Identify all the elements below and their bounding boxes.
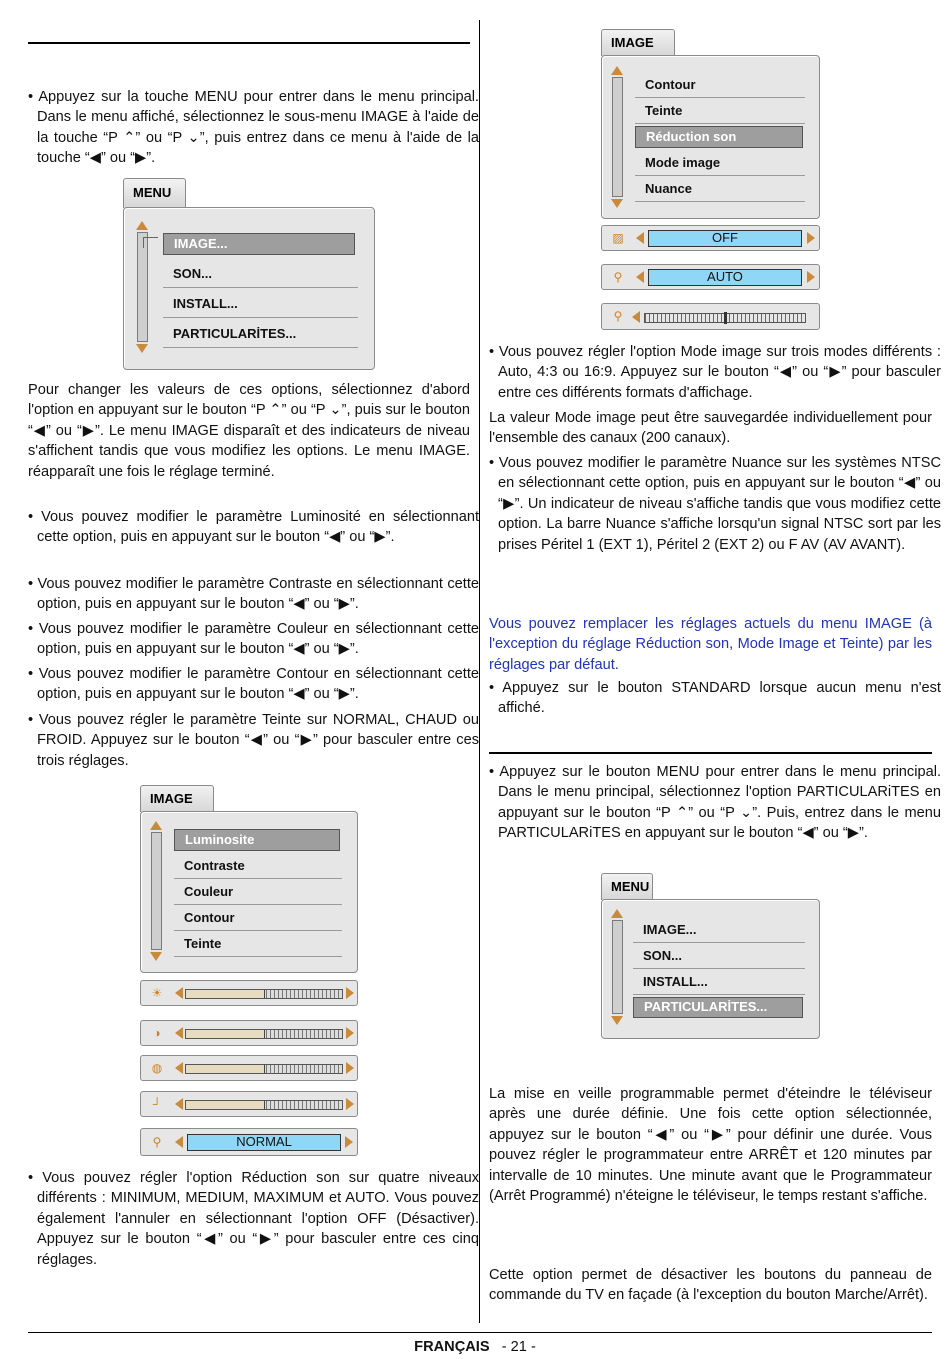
arrow-right-icon[interactable] xyxy=(807,271,815,283)
menu-tab: IMAGE xyxy=(601,29,675,56)
mode-image-value: AUTO xyxy=(648,269,802,286)
paragraph: • Vous pouvez modifier le paramètre Contour en sélectionnant cette option, puis en appuyant sur le bouton “◀” ou “▶”. xyxy=(28,666,479,703)
menu-item-install[interactable]: INSTALL... xyxy=(163,292,358,318)
slider-bar[interactable] xyxy=(140,1020,358,1046)
page-number: - 21 - xyxy=(501,1339,536,1355)
arrow-left-icon[interactable] xyxy=(636,232,644,244)
level-slider[interactable] xyxy=(185,989,343,999)
arrow-left-icon[interactable] xyxy=(636,271,644,283)
nuance-bar[interactable] xyxy=(601,303,820,330)
key-icon: ⚲ xyxy=(613,309,623,323)
menu-item-install[interactable]: INSTALL... xyxy=(633,971,805,995)
arrow-left-icon[interactable] xyxy=(175,987,183,999)
slider-bar[interactable] xyxy=(140,1091,358,1117)
image-menu-graphic xyxy=(140,785,358,1157)
key-icon: ⚲ xyxy=(152,1135,162,1149)
scroll-down-icon xyxy=(611,199,623,208)
footer-language: FRANÇAIS xyxy=(414,1339,490,1355)
arrow-right-icon[interactable] xyxy=(807,232,815,244)
teinte-bar[interactable] xyxy=(140,1128,358,1156)
menu-item-son[interactable]: SON... xyxy=(163,262,358,288)
menu-item-son[interactable]: SON... xyxy=(633,945,805,969)
paragraph: Cette option permet de désactiver les boutons du panneau de commande du TV en façade (à l'exception du bouton Marche/Arrêt). xyxy=(489,1267,932,1304)
menu-tab: MENU xyxy=(601,873,653,900)
paragraph: Pour changer les valeurs de ces options, sélectionnez d'abord l'option en appuyant sur le bouton “P ⌃” ou “P ⌄”, puis sur le bouton “◀” ou “▶”. Le menu IMAGE disparaît et des indicateurs de niveau s'affichent tandis que vous modifiez les options. Le menu IMAGE. réapparaît une fois le réglage terminé. xyxy=(28,382,470,480)
menu-item-contraste[interactable]: Contraste xyxy=(174,855,342,879)
paragraph: La mise en veille programmable permet d'éteindre le téléviseur après une durée définie. Une fois cette option sélectionnée, appuyez sur le bouton “◀” ou “▶” pour définir une durée. Vous pouvez régler le programmateur entre ARRÊT et 120 minutes par intervalle de 10 minutes. Une minute avant que le Programmateur (Arrêt Programmé) n'éteigne le téléviseur, le temps restant s'affiche. xyxy=(489,1086,932,1205)
menu-item-teinte[interactable]: Teinte xyxy=(174,933,342,957)
mode-image-bar[interactable] xyxy=(601,264,820,290)
slider-bar[interactable] xyxy=(140,980,358,1006)
level-slider[interactable] xyxy=(185,1064,343,1074)
reduction-son-value: OFF xyxy=(648,230,802,247)
paragraph: • Vous pouvez modifier le paramètre Luminosité en sélectionnant cette option, puis en appuyant sur le bouton “◀” ou “▶”. xyxy=(28,509,479,546)
arrow-right-icon[interactable] xyxy=(345,1136,353,1148)
paragraph: Vous pouvez remplacer les réglages actuels du menu IMAGE (à l'exception du réglage Réduction son, Mode Image et Teinte) par les réglages par défaut. xyxy=(489,616,932,673)
sharpness-icon: ┘ xyxy=(152,1097,162,1111)
main-menu-graphic-2 xyxy=(601,873,820,1040)
menu-item-particularites[interactable]: PARTICULARİTES... xyxy=(163,322,358,348)
menu-item-couleur[interactable]: Couleur xyxy=(174,881,342,905)
menu-item-image[interactable]: IMAGE... xyxy=(163,233,355,255)
paragraph: • Appuyez sur la touche MENU pour entrer dans le menu principal. Dans le menu affiché, sélectionnez le sous-menu IMAGE à l'aide de la touche “P ⌃” ou “P ⌄”, puis entrez dans ce menu à l'aide de la touche “◀” ou “▶”. xyxy=(28,89,479,167)
arrow-right-icon[interactable] xyxy=(346,987,354,999)
paragraph: • Vous pouvez régler le paramètre Teinte sur NORMAL, CHAUD ou FROID. Appuyez sur le bouton “◀” ou “▶” pour basculer entre ces trois réglages. xyxy=(28,712,479,769)
arrow-left-icon[interactable] xyxy=(175,1098,183,1110)
level-slider[interactable] xyxy=(185,1029,343,1039)
scroll-down-icon xyxy=(136,344,148,353)
menu-rail xyxy=(612,920,623,1014)
color-icon: ◍ xyxy=(151,1061,163,1075)
paragraph: • Appuyez sur le bouton STANDARD lorsque aucun menu n'est affiché. xyxy=(489,680,941,717)
scroll-down-icon xyxy=(611,1016,623,1025)
nuance-slider[interactable] xyxy=(644,313,806,323)
menu-tab: MENU xyxy=(123,178,186,208)
scroll-up-icon xyxy=(611,66,623,75)
contrast-icon: ◑ xyxy=(153,1026,161,1040)
arrow-left-icon[interactable] xyxy=(175,1062,183,1074)
menu-item-mode-image[interactable]: Mode image xyxy=(635,151,805,176)
menu-rail xyxy=(612,77,623,197)
paragraph: • Vous pouvez modifier le paramètre Nuance sur les systèmes NTSC en sélectionnant cette option, puis en appuyant sur le bouton “◀” ou “▶”. Un indicateur de niveau s'affiche tandis que vous modifiez cette option. La barre Nuance s'affiche lorsqu'un signal NTSC sort par les prises Péritel 1 (EXT 1), Péritel 2 (EXT 2) ou F AV (AV AVANT). xyxy=(489,455,941,553)
menu-tab: IMAGE xyxy=(140,785,214,812)
scroll-down-icon xyxy=(150,952,162,961)
arrow-right-icon[interactable] xyxy=(346,1062,354,1074)
scroll-up-icon xyxy=(150,821,162,830)
menu-item-contour[interactable]: Contour xyxy=(174,907,342,931)
noise-reduction-icon: ▨ xyxy=(612,231,624,245)
menu-item-nuance[interactable]: Nuance xyxy=(635,177,805,202)
footer-rule xyxy=(28,1332,932,1333)
image-menu-graphic-2 xyxy=(601,29,820,331)
arrow-left-icon[interactable] xyxy=(175,1136,183,1148)
scroll-up-icon xyxy=(611,909,623,918)
menu-rail xyxy=(137,232,148,342)
slider-bar[interactable] xyxy=(140,1055,358,1081)
paragraph: • Vous pouvez régler l'option Réduction son sur quatre niveaux différents : MINIMUM, MEDIUM, MAXIMUM et AUTO. Vous pouvez également l'annuler en sélectionnant l'option OFF (Désactiver). Appuyez sur le bouton “◀” ou “▶” pour basculer entre ces cinq réglages. xyxy=(28,1170,479,1268)
paragraph: • Vous pouvez modifier le paramètre Contraste en sélectionnant cette option, puis en appuyant sur le bouton “◀” ou “▶”. xyxy=(28,576,479,613)
arrow-right-icon[interactable] xyxy=(346,1098,354,1110)
selection-connector xyxy=(143,237,158,248)
menu-item-contour[interactable]: Contour xyxy=(635,73,805,98)
menu-item-teinte[interactable]: Teinte xyxy=(635,99,805,124)
section-rule xyxy=(28,42,470,44)
column-divider xyxy=(479,20,480,1323)
paragraph: La valeur Mode image peut être sauvegardée individuellement pour l'ensemble des canaux (200 canaux). xyxy=(489,410,932,447)
section-rule xyxy=(489,752,932,754)
arrow-left-icon[interactable] xyxy=(632,311,640,323)
arrow-left-icon[interactable] xyxy=(175,1027,183,1039)
scroll-up-icon xyxy=(136,221,148,230)
paragraph: • Vous pouvez modifier le paramètre Couleur en sélectionnant cette option, puis en appuyant sur le bouton “◀” ou “▶”. xyxy=(28,621,479,658)
menu-rail xyxy=(151,832,162,950)
paragraph: • Appuyez sur le bouton MENU pour entrer dans le menu principal. Dans le menu principal, sélectionnez l'option PARTICULARiTES en appuyant sur le bouton “P ⌃” ou “P ⌄”. Puis, entrez dans le menu PARTICULARiTES en appuyant sur le bouton “◀” ou “▶”. xyxy=(489,764,941,842)
key-icon: ⚲ xyxy=(613,270,623,284)
arrow-right-icon[interactable] xyxy=(346,1027,354,1039)
brightness-icon: ☀ xyxy=(151,986,163,1000)
teinte-value: NORMAL xyxy=(187,1134,341,1151)
main-menu-graphic xyxy=(123,178,375,372)
paragraph: • Vous pouvez régler l'option Mode image sur trois modes différents : Auto, 4:3 ou 16:9. Appuyez sur le bouton “◀” ou “▶” pour basculer entre ces différents formats d'affichage. xyxy=(489,344,941,401)
page-footer xyxy=(0,1339,950,1355)
level-slider[interactable] xyxy=(185,1100,343,1110)
menu-item-reduction-son[interactable]: Réduction son xyxy=(635,126,803,148)
menu-item-image[interactable]: IMAGE... xyxy=(633,919,805,943)
reduction-son-bar[interactable] xyxy=(601,225,820,251)
menu-item-particularites[interactable]: PARTICULARİTES... xyxy=(633,997,803,1018)
menu-item-luminosite[interactable]: Luminosite xyxy=(174,829,340,851)
